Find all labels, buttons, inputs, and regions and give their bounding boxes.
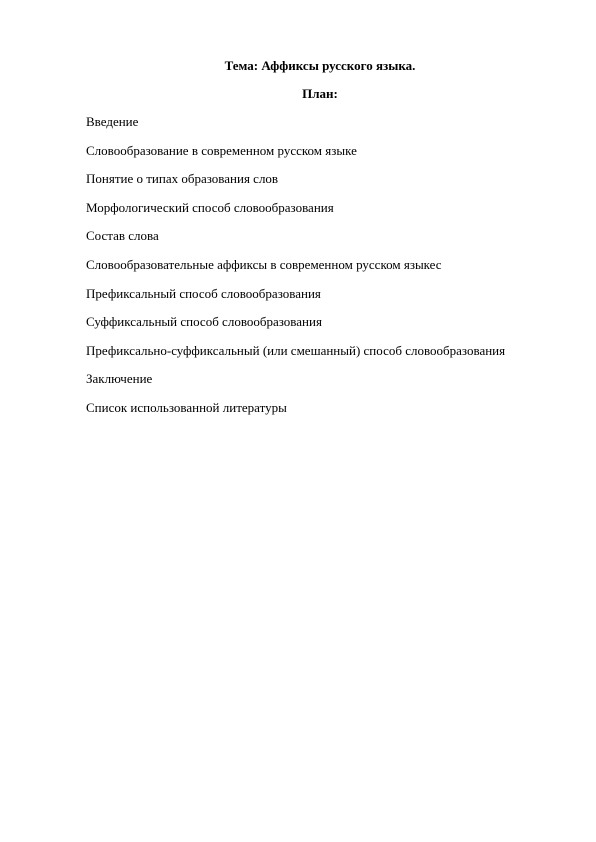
document-title: Тема: Аффиксы русского языка. <box>224 58 416 73</box>
plan-item-references: Список использованной литературы <box>86 399 287 415</box>
plan-item-suffixal-method: Суффиксальный способ словообразования <box>86 314 322 330</box>
plan-heading: План: <box>302 86 338 101</box>
plan-list <box>86 114 566 429</box>
plan-item-word-formation: Словообразование в современном русском языке <box>86 142 357 158</box>
plan-item-mixed-method: Префиксально-суффиксальный (или смешанный) способ словообразования <box>86 342 506 358</box>
plan-item-conclusion: Заключение <box>86 371 153 387</box>
plan-item-prefixal-method: Префиксальный способ словообразования <box>86 285 321 301</box>
plan-item-introduction: Введение <box>86 114 139 129</box>
plan-item-affixes: Словообразовательные аффиксы в современном русском языкес <box>86 256 442 272</box>
plan-item-formation-types: Понятие о типах образования слов <box>86 171 279 187</box>
plan-item-word-structure: Состав слова <box>86 228 159 244</box>
plan-item-morphological-method: Морфологический способ словообразования <box>86 199 334 215</box>
